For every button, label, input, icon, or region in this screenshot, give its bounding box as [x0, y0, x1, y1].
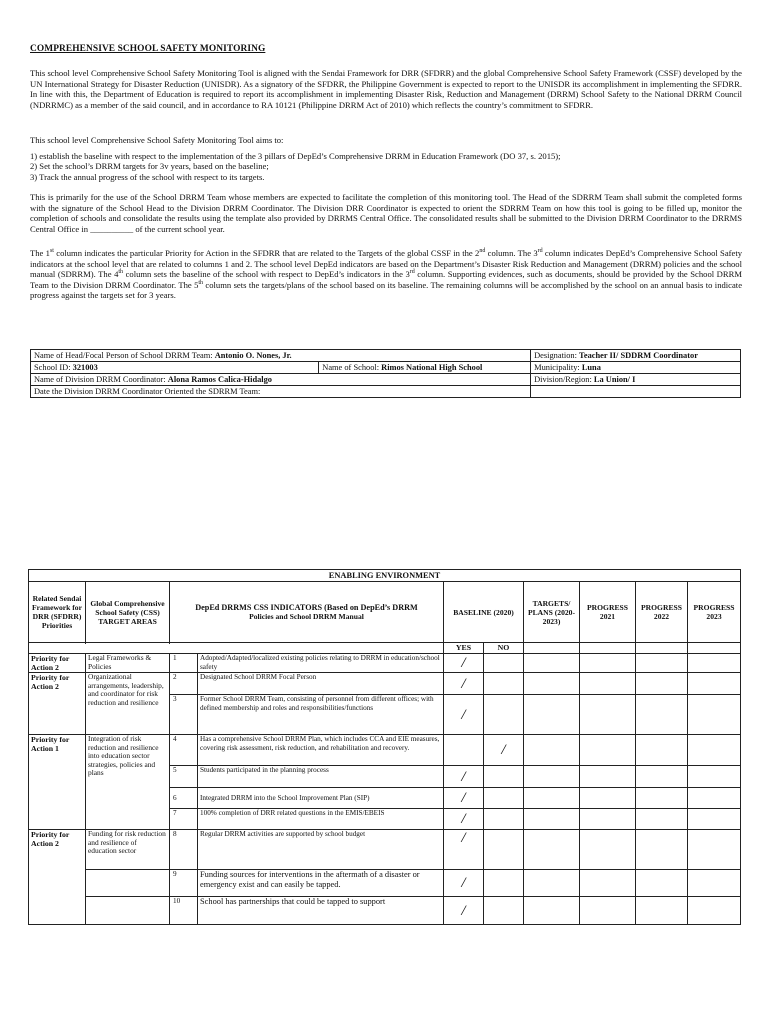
designation: Designation: Teacher II/ SDDRM Coordinator	[531, 350, 741, 362]
baseline-yes-cell[interactable]	[444, 735, 484, 766]
row-indicator: Students participated in the planning process	[198, 766, 444, 788]
info-row-school	[31, 362, 741, 374]
row-number: 6	[170, 788, 198, 809]
col-header-sfdrr: Related Sendai Framework for DRR (SFDRR) Priorities	[29, 582, 86, 643]
row-priority: Priority for Action 1	[29, 735, 86, 830]
baseline-yes-mark[interactable]: /	[444, 788, 484, 809]
row-indicator: School has partnerships that could be tapped to support	[198, 897, 444, 925]
aims-item-2: 2) Set the school’s DRRM targets for 3v years, based on the baseline;	[30, 161, 269, 172]
table-row	[29, 673, 741, 695]
baseline-yes-mark[interactable]: /	[444, 695, 484, 735]
table-row	[29, 830, 741, 870]
row-area: Organizational arrangements, leadership, and coordinator for risk reduction and resilience	[86, 673, 170, 735]
info-row-head	[31, 350, 741, 362]
row-indicator: Regular DRRM activities are supported by school budget	[198, 830, 444, 870]
baseline-no-cell[interactable]	[484, 870, 524, 897]
row-number: 10	[170, 897, 198, 925]
enabling-environment-table	[28, 569, 741, 925]
baseline-no-cell[interactable]	[484, 897, 524, 925]
baseline-yes-mark[interactable]: /	[444, 870, 484, 897]
indicators-subtitle: Policies and School DRRM Manual	[249, 612, 364, 621]
baseline-yes-mark[interactable]: /	[444, 654, 484, 673]
table-row	[29, 870, 741, 897]
row-indicator: Has a comprehensive School DRRM Plan, which includes CCA and EIE measures, covering risk assessment, risk reduction, and rehabilitation and recovery.	[198, 735, 444, 766]
row-number: 7	[170, 809, 198, 830]
aims-paragraph	[30, 135, 742, 182]
col-header-progress-2021: PROGRESS 2021	[580, 582, 636, 643]
baseline-yes-mark[interactable]: /	[444, 809, 484, 830]
table-row	[29, 897, 741, 925]
row-number: 8	[170, 830, 198, 870]
baseline-yes-mark[interactable]: /	[444, 897, 484, 925]
row-indicator: Funding sources for interventions in the aftermath of a disaster or emergency exist and can easily be tapped.	[198, 870, 444, 897]
row-priority: Priority for Action 2	[29, 830, 86, 925]
municipality: Municipality: Luna	[531, 362, 741, 374]
head-focal-person: Name of Head/Focal Person of School DRRM Team: Antonio O. Nones, Jr.	[31, 350, 531, 362]
row-indicator: Adopted/Adapted/localized existing policies relating to DRRM in education/school safety	[198, 654, 444, 673]
baseline-no-mark[interactable]: /	[484, 735, 524, 766]
row-area: Integration of risk reduction and resilience into education sector strategies, policies and plans	[86, 735, 170, 830]
section-header: ENABLING ENVIRONMENT	[29, 570, 741, 582]
row-number: 4	[170, 735, 198, 766]
school-name: Name of School: Rimos National High School	[319, 362, 531, 374]
row-indicator: 100% completion of DRR related questions in the EMIS/EBEIS	[198, 809, 444, 830]
document-title: COMPREHENSIVE SCHOOL SAFETY MONITORING	[30, 44, 266, 54]
baseline-yes-mark[interactable]: /	[444, 766, 484, 788]
col-header-targets: TARGETS/ PLANS (2020-2023)	[524, 582, 580, 643]
school-id: School ID: 321003	[31, 362, 319, 374]
baseline-no-cell[interactable]	[484, 788, 524, 809]
table-row	[29, 735, 741, 766]
row-area: Legal Frameworks & Policies	[86, 654, 170, 673]
baseline-no-cell[interactable]	[484, 830, 524, 870]
info-row-oriented	[31, 386, 741, 398]
baseline-no-cell[interactable]	[484, 809, 524, 830]
row-indicator: Designated School DRRM Focal Person	[198, 673, 444, 695]
columns-paragraph: The 1st column indicates the particular Priority for Action in the SFDRR that are related to the Targets of the global CSSF in the 2nd column. The 3rd column indicates DepEd’s Comprehensive School Safety indicators at the school level that are related to columns 1 and 2. The school level DepEd indicators are based on the Department’s Disaster Risk Reduction and Management (DRRM) policies and the school manual (SDRRM). The 4th column sets the baseline of the school with respect to DepEd’s indicators in the 3rd column. Supporting evidences, such as documents, should be provided by the School DRRM Team to the Division DRRM Coordinator. The 5th column sets the targets/plans of the school based on its baseline. The remaining columns will be accomplished by the school on an annual basis to indicate progress against the targets set for 3 years.	[30, 248, 743, 301]
indicators-title: DepEd DRRMS CSS INDICATORS (Based on DepEd’s DRRM	[195, 603, 418, 612]
baseline-yes-mark[interactable]: /	[444, 830, 484, 870]
row-number: 3	[170, 695, 198, 735]
intro-paragraph: This school level Comprehensive School Safety Monitoring Tool is aligned with the Sendai Framework for DRR (SFDRR) and the global Comprehensive School Safety Framework (CSSF) developed by the UN International Strategy for Disaster Reduction (UNISDR). As a signatory of the SFDRR, the Philippine Government is expected to report to the UNISDR its accomplishment in implementing the SFDRR. In line with this, the Department of Education is required to report its accomplishment in implementing Disaster Risk, Reduction and Management (DRRM) School Safety to the National DRRM Council (NDRRMC) as a member of the said council, and in accordance to RA 10121 (Philippine DRRM Act of 2010) which reflects the country’s commitment to SFDRR.	[30, 68, 742, 110]
usage-paragraph: This is primarily for the use of the School DRRM Team whose members are expected to facilitate the completion of this monitoring tool. The Head of the SDRRM Team shall submit the completed forms with the signature of the School Head to the Division DRRM Coordinator. The Division DRR Coordinator is expected to orient the SDRRM Team on how this tool is going to be filled up, monitor the completion of schools and consolidate the results using the template also provided by DRRMS Central Office. The consolidated results shall be submitted to the Division DRRM Coordinator to the DRRMS Central Office in __________ of the current school year.	[30, 192, 742, 234]
row-priority: Priority for Action 2	[29, 654, 86, 673]
aims-intro: This school level Comprehensive School Safety Monitoring Tool aims to:	[30, 135, 284, 145]
row-number: 1	[170, 654, 198, 673]
baseline-no-cell[interactable]	[484, 766, 524, 788]
baseline-no-cell[interactable]	[484, 695, 524, 735]
baseline-yes-mark[interactable]: /	[444, 673, 484, 695]
row-number: 9	[170, 870, 198, 897]
aims-item-3: 3) Track the annual progress of the school with respect to its targets.	[30, 171, 265, 182]
division-region: Division/Region: La Union/ I	[531, 374, 741, 386]
division-coordinator: Name of Division DRRM Coordinator: Alona Ramos Calica-Hidalgo	[31, 374, 531, 386]
baseline-no-cell[interactable]	[484, 654, 524, 673]
col-header-indicators	[170, 582, 444, 643]
info-row-division	[31, 374, 741, 386]
aims-item-1: 1) establish the baseline with respect to the implementation of the 3 pillars of DepEd’s Comprehensive DRRM in Education Framework (DO 37, s. 2015);	[30, 150, 561, 161]
col-header-progress-2023: PROGRESS 2023	[688, 582, 741, 643]
col-header-progress-2022: PROGRESS 2022	[636, 582, 688, 643]
row-number: 5	[170, 766, 198, 788]
col-header-baseline: BASELINE (2020)	[444, 582, 524, 643]
col-header-css: Global Comprehensive School Safety (CSS) TARGET AREAS	[86, 582, 170, 643]
row-number: 2	[170, 673, 198, 695]
row-indicator: Integrated DRRM into the School Improvement Plan (SIP)	[198, 788, 444, 809]
orientation-date: Date the Division DRRM Coordinator Oriented the SDRRM Team:	[31, 386, 531, 398]
row-priority: Priority for Action 2	[29, 673, 86, 735]
col-header-no: NO	[484, 643, 524, 654]
orientation-date-value	[531, 386, 741, 398]
row-area: Funding for risk reduction and resilience of education sector	[86, 830, 170, 870]
row-indicator: Former School DRRM Team, consisting of personnel from different offices; with defined membership and roles and responsibilities/functions	[198, 695, 444, 735]
col-header-yes: YES	[444, 643, 484, 654]
school-info-table	[30, 349, 741, 398]
baseline-no-cell[interactable]	[484, 673, 524, 695]
table-row	[29, 654, 741, 673]
